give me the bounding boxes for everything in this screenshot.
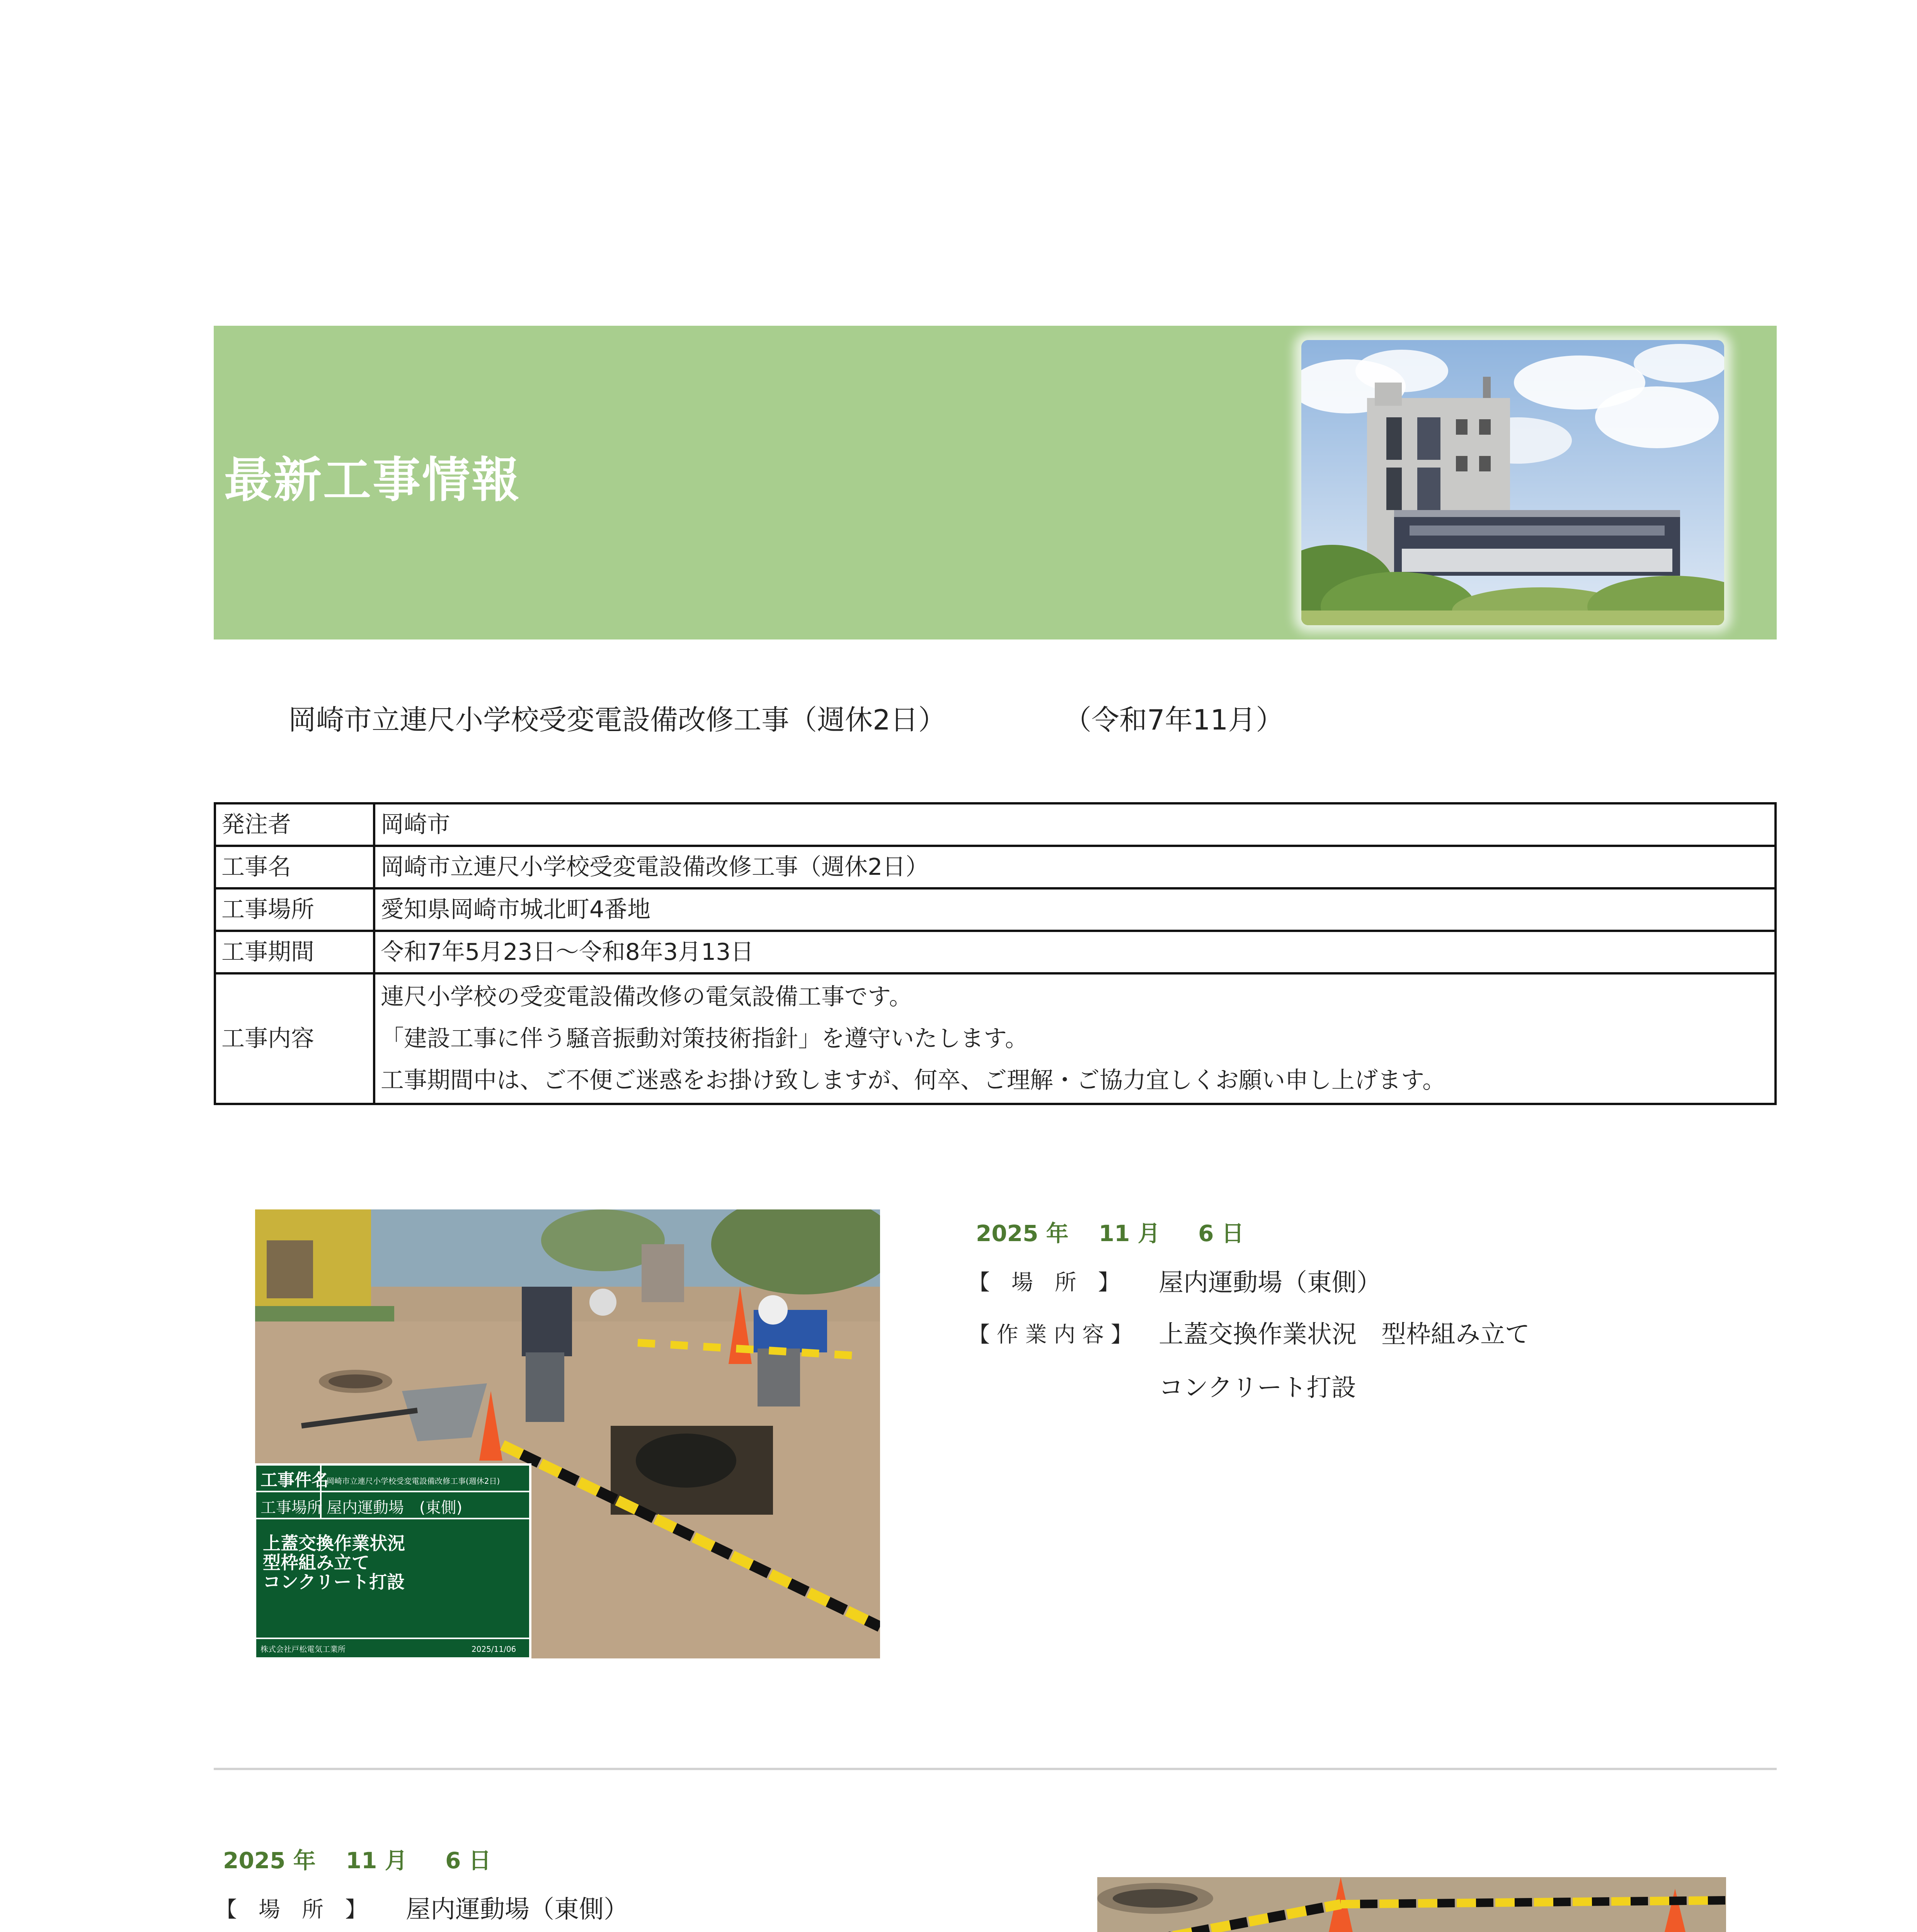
header-banner (214, 326, 1777, 639)
place-value-2: 屋内運動場（東側） (406, 1895, 628, 1924)
content-line: 工事期間中は、ご不便ご迷惑をお掛け致しますが、何卒、ご理解・ご協力宜しくお願い申し上げます。 (381, 1067, 1446, 1094)
project-name-label: 工事名 (215, 846, 374, 888)
table-row (215, 931, 1776, 973)
site-photo-illustration (255, 1209, 880, 1658)
site-photo-1 (255, 1209, 880, 1658)
project-title: 岡崎市立連尺小学校受変電設備改修工事（週休2日） (288, 704, 946, 736)
place-label-1: 【 場 所 】 (968, 1270, 1120, 1295)
orderer-label: 発注者 (215, 803, 374, 846)
board-body: コンクリート打設 (263, 1571, 405, 1592)
board-place-value: 屋内運動場 (東側) (327, 1499, 463, 1517)
board-place-label: 工事場所 (260, 1499, 322, 1517)
board-date: 2025/11/06 (472, 1645, 516, 1654)
table-row (215, 803, 1776, 846)
location-value: 愛知県岡崎市城北町4番地 (374, 888, 1776, 931)
page-title: 最新工事情報 (224, 452, 521, 508)
board-company: 株式会社戸松電気工業所 (260, 1645, 346, 1654)
section-divider (214, 1768, 1777, 1770)
board-name-label: 工事件名 (260, 1470, 329, 1490)
table-row (215, 846, 1776, 888)
building-illustration (1301, 340, 1724, 625)
orderer-value: 岡崎市 (374, 803, 1776, 846)
board-body: 型枠組み立て (263, 1552, 369, 1573)
work-value-1b: コンクリート打設 (1159, 1374, 1356, 1402)
table-row (215, 888, 1776, 931)
site-photo-illustration (1097, 1877, 1726, 1932)
place-value-1: 屋内運動場（東側） (1159, 1269, 1381, 1297)
project-info-table (214, 802, 1777, 1105)
period-value: 令和7年5月23日～令和8年3月13日 (374, 931, 1776, 973)
table-row (215, 973, 1776, 1104)
work-label-1: 【 作 業 内 容 】 (968, 1322, 1133, 1347)
board-name-value: 岡崎市立連尺小学校受変電設備改修工事(週休2日) (327, 1476, 500, 1486)
location-label: 工事場所 (215, 888, 374, 931)
content-line: 「建設工事に伴う騒音振動対策技術指針」を遵守いたします。 (381, 1025, 1028, 1052)
period-label: 工事期間 (215, 931, 374, 973)
report-date-1: 2025 年 11 月 6 日 (976, 1220, 1244, 1247)
place-label-2: 【 場 所 】 (215, 1897, 367, 1922)
project-name-value: 岡崎市立連尺小学校受変電設備改修工事（週休2日） (374, 846, 1776, 888)
building-photo (1301, 340, 1724, 625)
report-date-2: 2025 年 11 月 6 日 (223, 1847, 491, 1874)
board-body: 上蓋交換作業状況 (263, 1533, 405, 1554)
content-value (374, 973, 1776, 1104)
work-value-1: 上蓋交換作業状況 型枠組み立て (1159, 1320, 1530, 1349)
content-label: 工事内容 (215, 973, 374, 1104)
report-month: （令和7年11月） (1064, 704, 1284, 736)
site-photo-2 (1097, 1877, 1726, 1932)
content-line: 連尺小学校の受変電設備改修の電気設備工事です。 (381, 983, 913, 1010)
